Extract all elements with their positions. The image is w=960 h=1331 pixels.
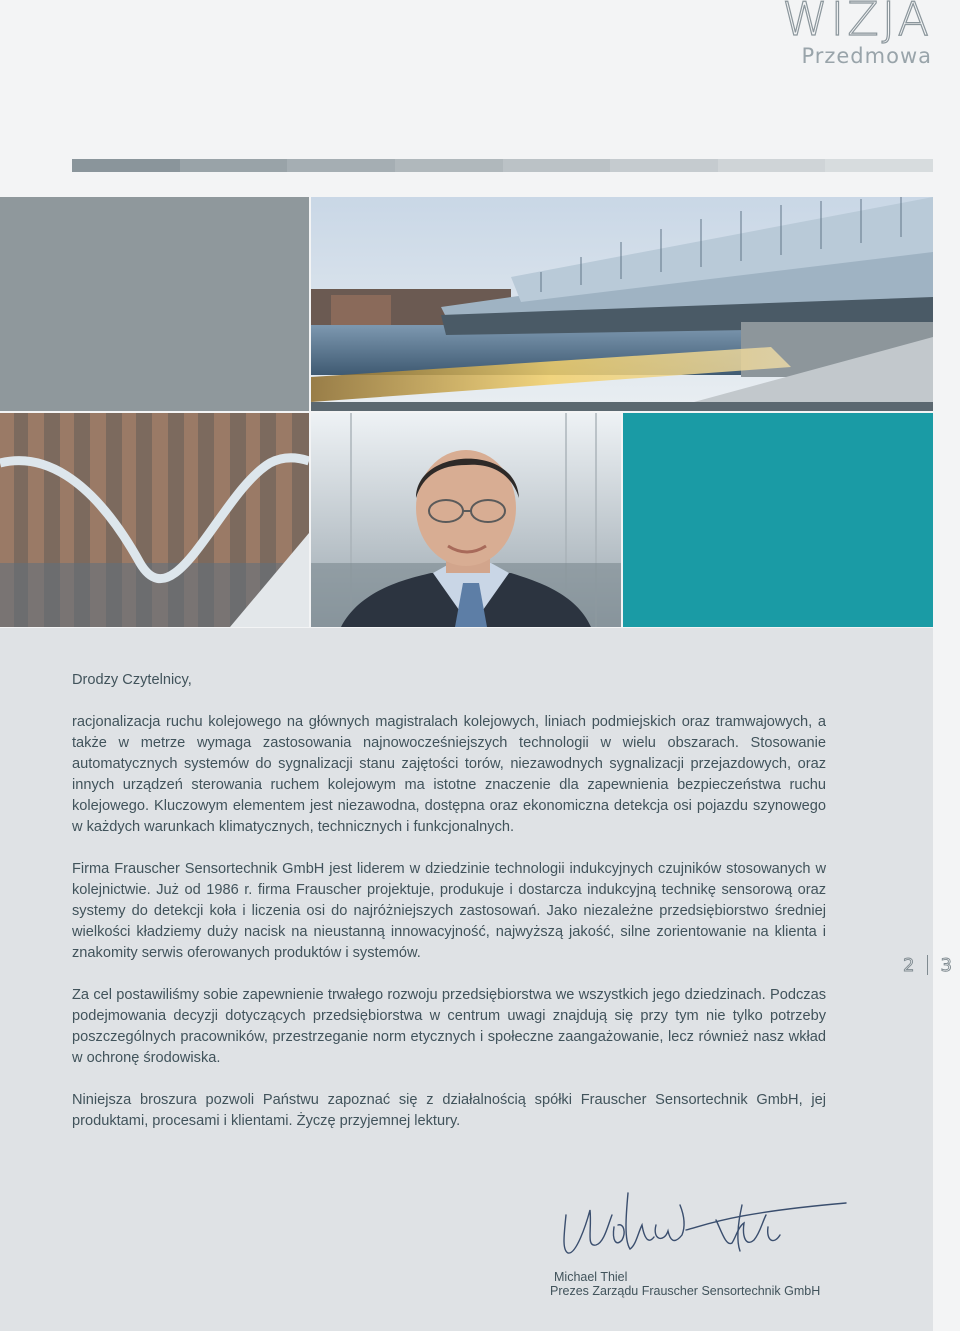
letter-paragraph: Firma Frauscher Sensortechnik GmbH jest liderem w dziedzinie technologii indukcyjnych czujników stosowanych w kolejnictwie. Już od 1986 r. firma Frauscher projektuje, produkuje i dostarcza indukcyjną technikę sensorową oraz systemy do detekcji koła i liczenia osi do najróżniejszych zastosowań. Jako niezależne przedsiębiorstwo średniej wielkości kładziemy duży nacisk na nieustanną innowacyjność, najwyższą jakość, silne zorientowanie na klienta i znakomity serwis oferowanych produktów i systemów. [72,861,826,961]
letter-paragraph: racjonalizacja ruchu kolejowego na głównych magistralach kolejowych, liniach podmiejskich oraz tramwajowych, a także w metrze wymaga zastosowania najnowocześniejszych technologii w wielu obszarach. Stosowanie automatycznych systemów do sygnalizacji stanu zajętości torów, niezawodnych sygnalizacji przejazdowych, oraz innych urządzeń sterowania ruchem kolejowym ma istotne znaczenie dla zapewnienia bezpieczeństwa ruchu kolejowego. Kluczowym elementem jest niezawodna, dostępna oraz ekonomiczna detekcja osi pojazdu szynowego w każdych warunkach klimatycznych, technicznych i funkcjonalnych. [72,714,826,835]
stripe-segment [180,159,288,172]
portrait-photo [311,413,621,627]
letter-paragraph: Za cel postawiliśmy sobie zapewnienie trwałego rozwoju przedsiębiorstwa we wszystkich jego dziedzinach. Podczas podejmowania decyzji dotyczących przedsiębiorstwa w centrum uwagi znajdują się przy tym nie tylko potrzeby poszczególnych pracowników, przestrzeganie norm etycznych i społeczne zaangażowanie, lecz również nasz wkład w ochronę środowiska. [72,987,826,1066]
stripe-segment [718,159,826,172]
stripe-segment [72,159,180,172]
page-number-divider [927,955,928,975]
handwritten-signature [556,1185,851,1265]
header-subtitle: Przedmowa [801,44,932,68]
letter-greeting: Drodzy Czytelnicy, [72,672,192,688]
stripe-segment [825,159,933,172]
stripe-segment [610,159,718,172]
wall-photo [0,413,309,627]
page-number-left: 2 [903,955,916,976]
letter-text [72,670,826,1153]
signer-name: Michael Thiel [554,1270,628,1284]
stripe-segment [287,159,395,172]
signer-role: Prezes Zarządu Frauscher Sensortechnik GmbH [550,1284,821,1298]
letter-paragraph: Niniejsza broszura pozwoli Państwu zapoznać się z działalnością spółki Frauscher Sensortechnik GmbH, jej produktami, procesami i klientami. Życzę przyjemnej lektury. [72,1092,826,1129]
decorative-stripe [72,159,933,172]
stripe-segment [503,159,611,172]
teal-color-tile [623,413,933,627]
stripe-segment [395,159,503,172]
page-numbers [903,955,953,976]
page-number-right: 3 [940,955,953,976]
header-title: WIZJA [782,0,932,46]
gray-color-tile [0,197,309,411]
station-photo [311,197,933,411]
